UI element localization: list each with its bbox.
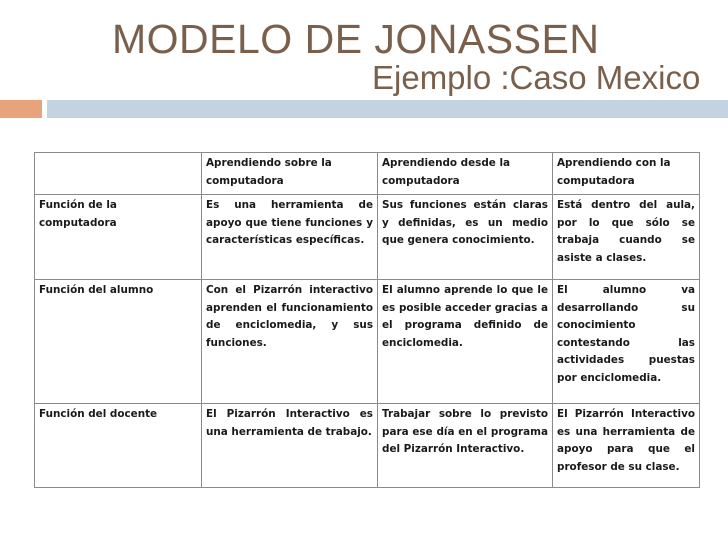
header-cell-empty [35,153,202,195]
table-header-row [35,153,700,195]
table-cell: Con el Pizarrón interactivo aprenden el funcionamiento de enciclomedia, y sus funciones. [202,280,378,404]
accent-band-orange [0,100,42,118]
slide-subtitle: Ejemplo :Caso Mexico [372,59,701,96]
table-cell: Trabajar sobre lo previsto para ese día en el programa del Pizarrón Interactivo. [378,404,553,488]
table-row [35,280,700,404]
table-cell: El Pizarrón Interactivo es una herramienta de apoyo para que el profesor de su clase. [553,404,700,488]
table-cell: Está dentro del aula, por lo que sólo se trabaja cuando se asiste a clases. [553,195,700,280]
table-cell: Es una herramienta de apoyo que tiene funciones y características específicas. [202,195,378,280]
accent-band-blue [47,100,728,118]
table-row [35,404,700,488]
row-label: Función del alumno [35,280,202,404]
header-cell-aprendiendo-sobre: Aprendiendo sobre la computadora [202,153,378,195]
table-cell: El alumno aprende lo que le es posible acceder gracias a el programa definido de enciclomedia. [378,280,553,404]
row-label: Función del docente [35,404,202,488]
header-cell-aprendiendo-con: Aprendiendo con la computadora [553,153,700,195]
comparison-table [34,152,700,488]
row-label: Función de la computadora [35,195,202,280]
slide-title: MODELO DE JONASSEN [112,16,600,62]
table-cell: Sus funciones están claras y definidas, es un medio que genera conocimiento. [378,195,553,280]
table-cell: El Pizarrón Interactivo es una herramienta de trabajo. [202,404,378,488]
table-row [35,195,700,280]
table-cell: El alumno va desarrollando su conocimiento contestando las actividades puestas por enciclomedia. [553,280,700,404]
header-cell-aprendiendo-desde: Aprendiendo desde la computadora [378,153,553,195]
